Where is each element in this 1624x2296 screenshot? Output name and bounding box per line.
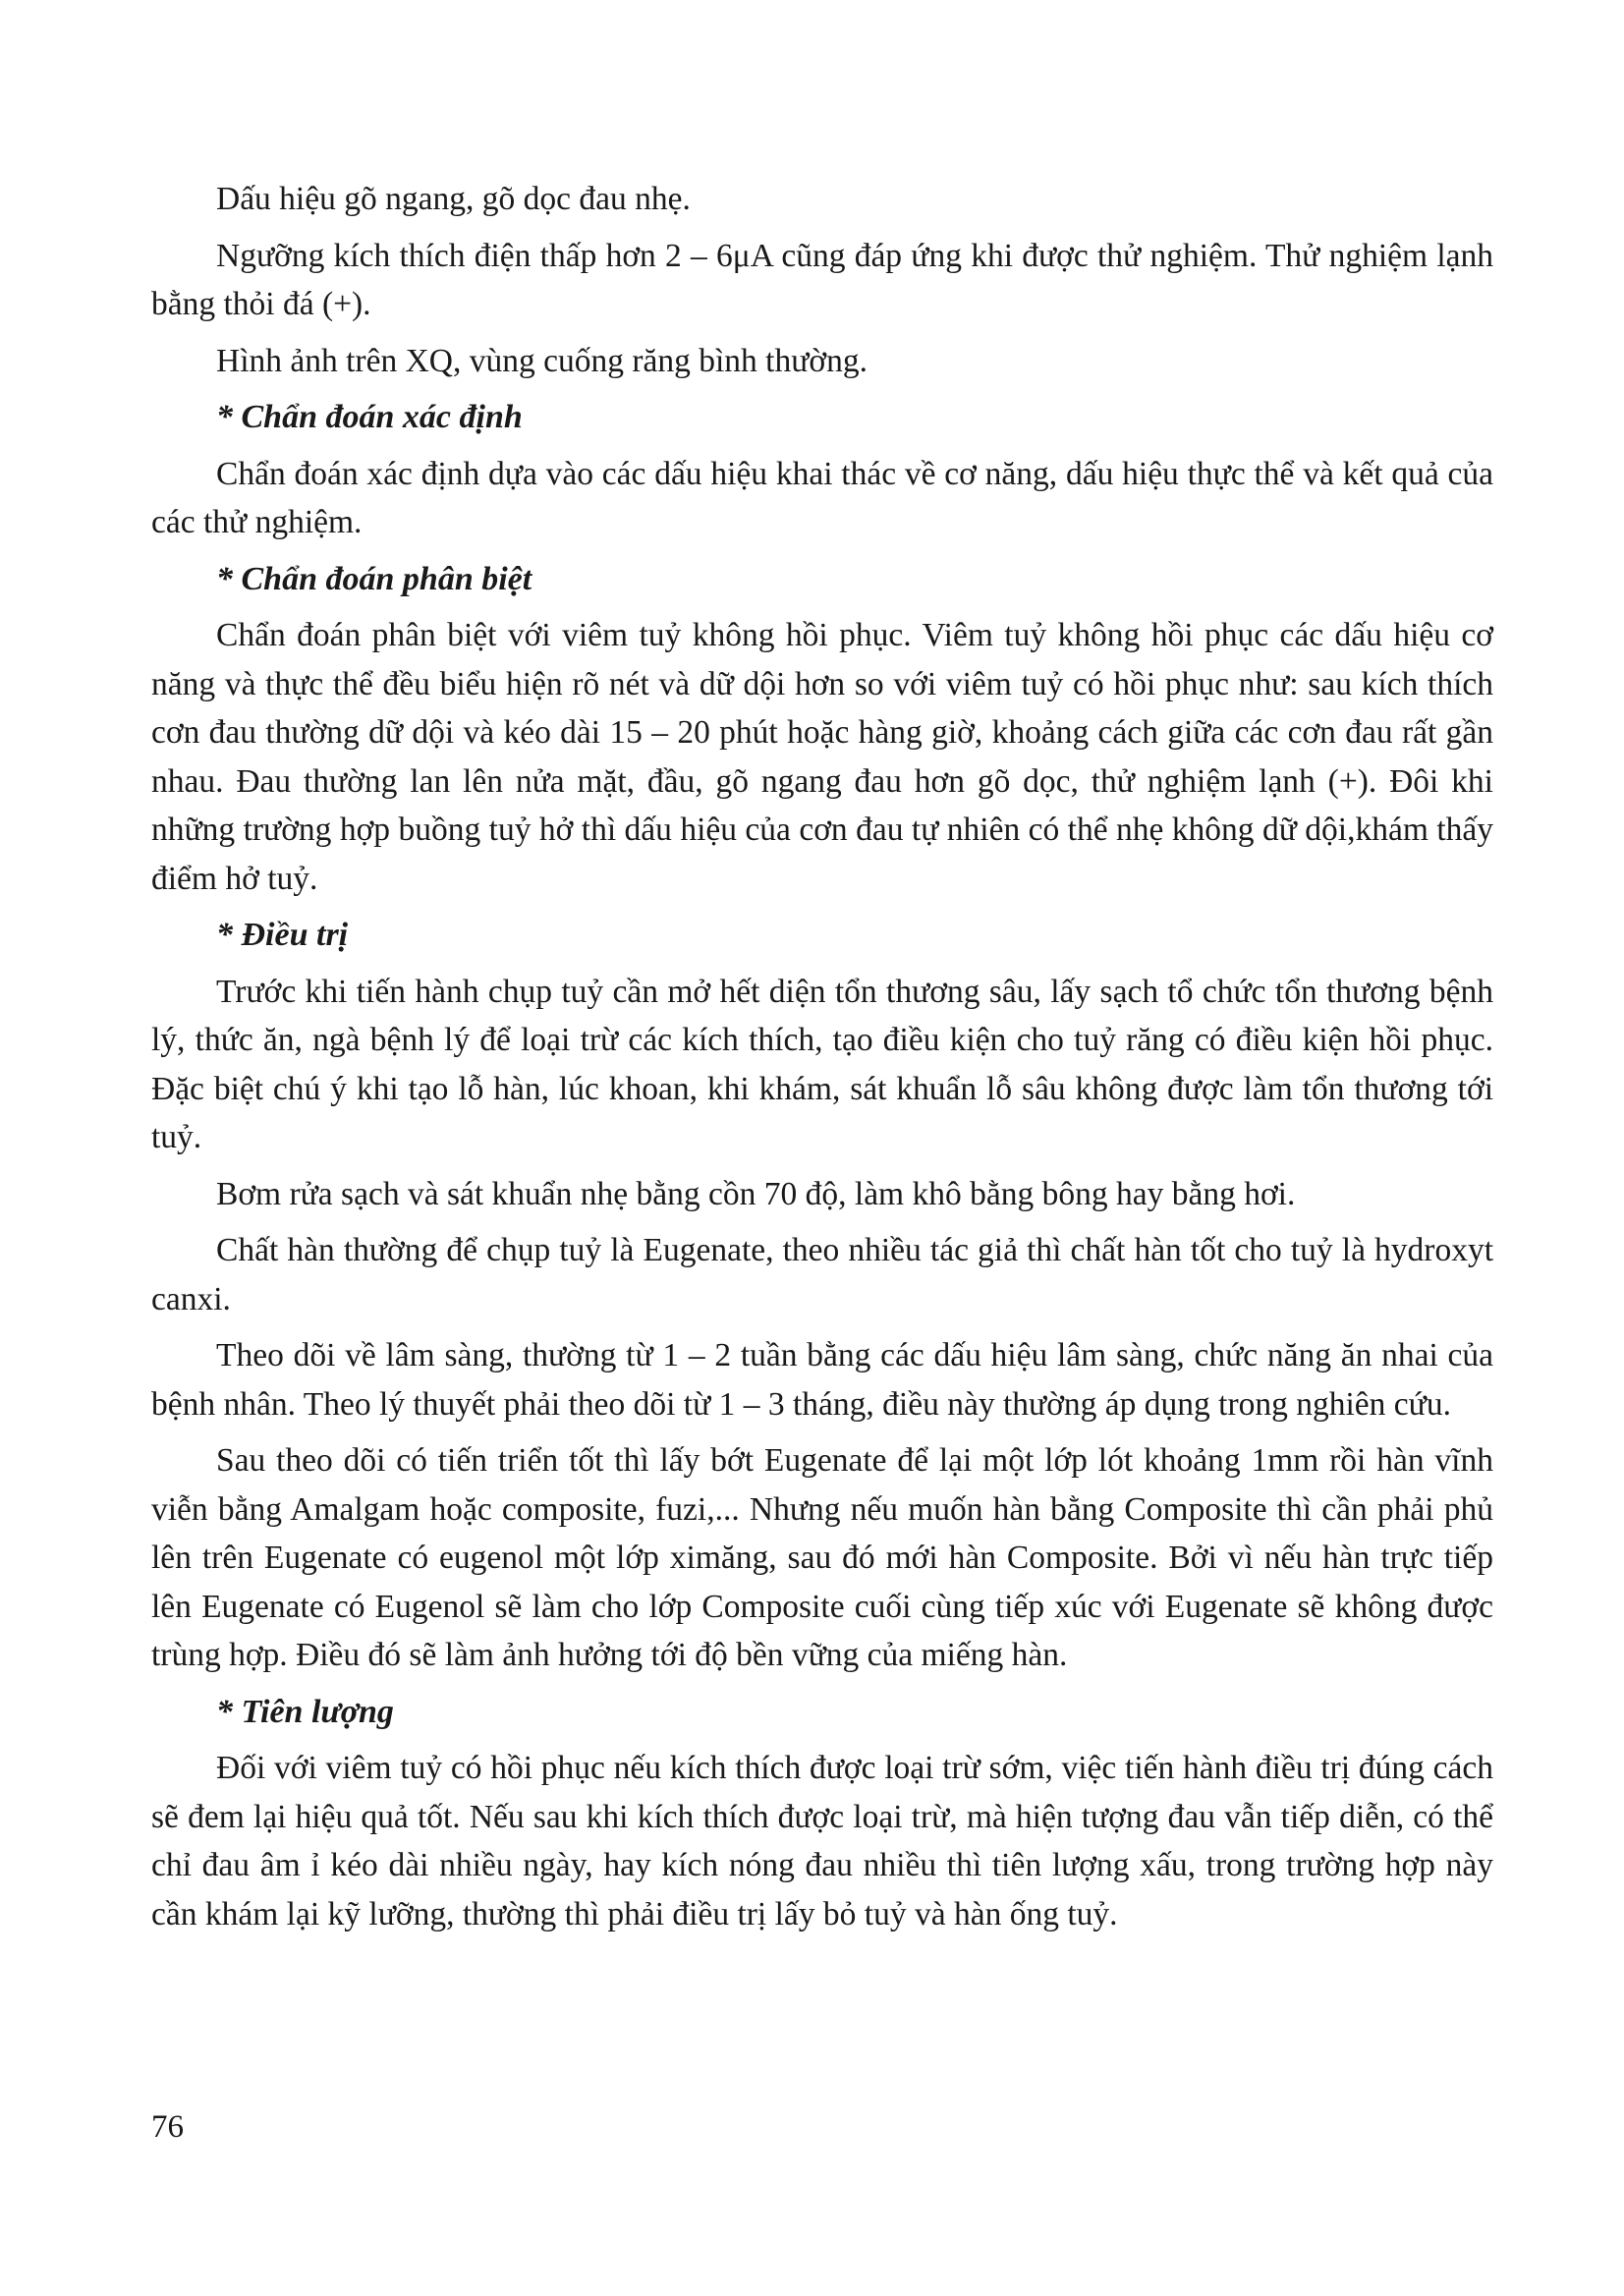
- paragraph-percussion: Dấu hiệu gõ ngang, gõ dọc đau nhẹ.: [216, 181, 691, 217]
- paragraph-treatment-followup: Theo dõi về lâm sàng, thường từ 1 – 2 tuần bằng các dấu hiệu lâm sàng, chức năng ăn nhai của bệnh nhân. Theo lý thuyết phải theo dõi từ 1 – 3 tháng, điều này thường áp dụng trong nghiên cứu.: [151, 1337, 1493, 1423]
- paragraph-treatment-restoration: Sau theo dõi có tiến triển tốt thì lấy bớt Eugenate để lại một lớp lót khoảng 1mm rồi hàn vĩnh viễn bằng Amalgam hoặc composite, fuzi,... Nhưng nếu muốn hàn bằng Composite thì cần phải phủ lên trên Eugenate có eugenol một lớp ximăng, sau đó mới hàn Composite. Bởi vì nếu hàn trực tiếp lên Eugenate có Eugenol sẽ làm cho lớp Composite cuối cùng tiếp xúc với Eugenate sẽ không được trùng hợp. Điều đó sẽ làm ảnh hưởng tới độ bền vững của miếng hàn.: [151, 1442, 1493, 1673]
- page-number: 76: [151, 2109, 184, 2145]
- heading-definitive-diagnosis: * Chẩn đoán xác định: [216, 399, 523, 435]
- paragraph-differential-diagnosis: Chẩn đoán phân biệt với viêm tuỷ không hồi phục. Viêm tuỷ không hồi phục các dấu hiệu cơ năng và thực thể đều biểu hiện rõ nét và dữ dội hơn so với viêm tuỷ có hồi phục như: sau kích thích cơn đau thường dữ dội và kéo dài 15 – 20 phút hoặc hàng giờ, khoảng cách giữa các cơn đau rất gần nhau. Đau thường lan lên nửa mặt, đầu, gõ ngang đau hơn gõ dọc, thử nghiệm lạnh (+). Đôi khi những trường hợp buồng tuỷ hở thì dấu hiệu của cơn đau tự nhiên có thể nhẹ không dữ dội,khám thấy điểm hở tuỷ.: [151, 617, 1493, 897]
- paragraph-prognosis: Đối với viêm tuỷ có hồi phục nếu kích thích được loại trừ sớm, việc tiến hành điều trị đúng cách sẽ đem lại hiệu quả tốt. Nếu sau khi kích thích được loại trừ, mà hiện tượng đau vẫn tiếp diễn, có thể chỉ đau âm ỉ kéo dài nhiều ngày, hay kích nóng đau nhiều thì tiên lượng xấu, trong trường hợp này cần khám lại kỹ lưỡng, thường thì phải điều trị lấy bỏ tuỷ và hàn ống tuỷ.: [151, 1750, 1493, 1932]
- paragraph-treatment-cleaning: Bơm rửa sạch và sát khuẩn nhẹ bằng cồn 70 độ, làm khô bằng bông hay bằng hơi.: [216, 1175, 1296, 1212]
- page-body: [151, 175, 1493, 1946]
- heading-differential-diagnosis: * Chẩn đoán phân biệt: [216, 560, 532, 597]
- paragraph-treatment-preparation: Trước khi tiến hành chụp tuỷ cần mở hết diện tổn thương sâu, lấy sạch tổ chức tổn thương bệnh lý, thức ăn, ngà bệnh lý để loại trừ các kích thích, tạo điều kiện cho tuỷ răng có điều kiện hồi phục. Đặc biệt chú ý khi tạo lỗ hàn, lúc khoan, khi khám, sát khuẩn lỗ sâu không được làm tổn thương tới tuỷ.: [151, 973, 1493, 1155]
- heading-treatment: * Điều trị: [216, 917, 349, 953]
- paragraph-xray: Hình ảnh trên XQ, vùng cuống răng bình thường.: [216, 342, 868, 379]
- heading-prognosis: * Tiên lượng: [216, 1693, 394, 1730]
- paragraph-treatment-material: Chất hàn thường để chụp tuỷ là Eugenate, theo nhiều tác giả thì chất hàn tốt cho tuỷ là hydroxyt canxi.: [151, 1232, 1493, 1317]
- paragraph-definitive-diagnosis: Chẩn đoán xác định dựa vào các dấu hiệu khai thác về cơ năng, dấu hiệu thực thể và kết quả của các thử nghiệm.: [151, 455, 1493, 540]
- paragraph-electric-threshold: Ngưỡng kích thích điện thấp hơn 2 – 6μA cũng đáp ứng khi được thử nghiệm. Thử nghiệm lạnh bằng thỏi đá (+).: [151, 237, 1493, 322]
